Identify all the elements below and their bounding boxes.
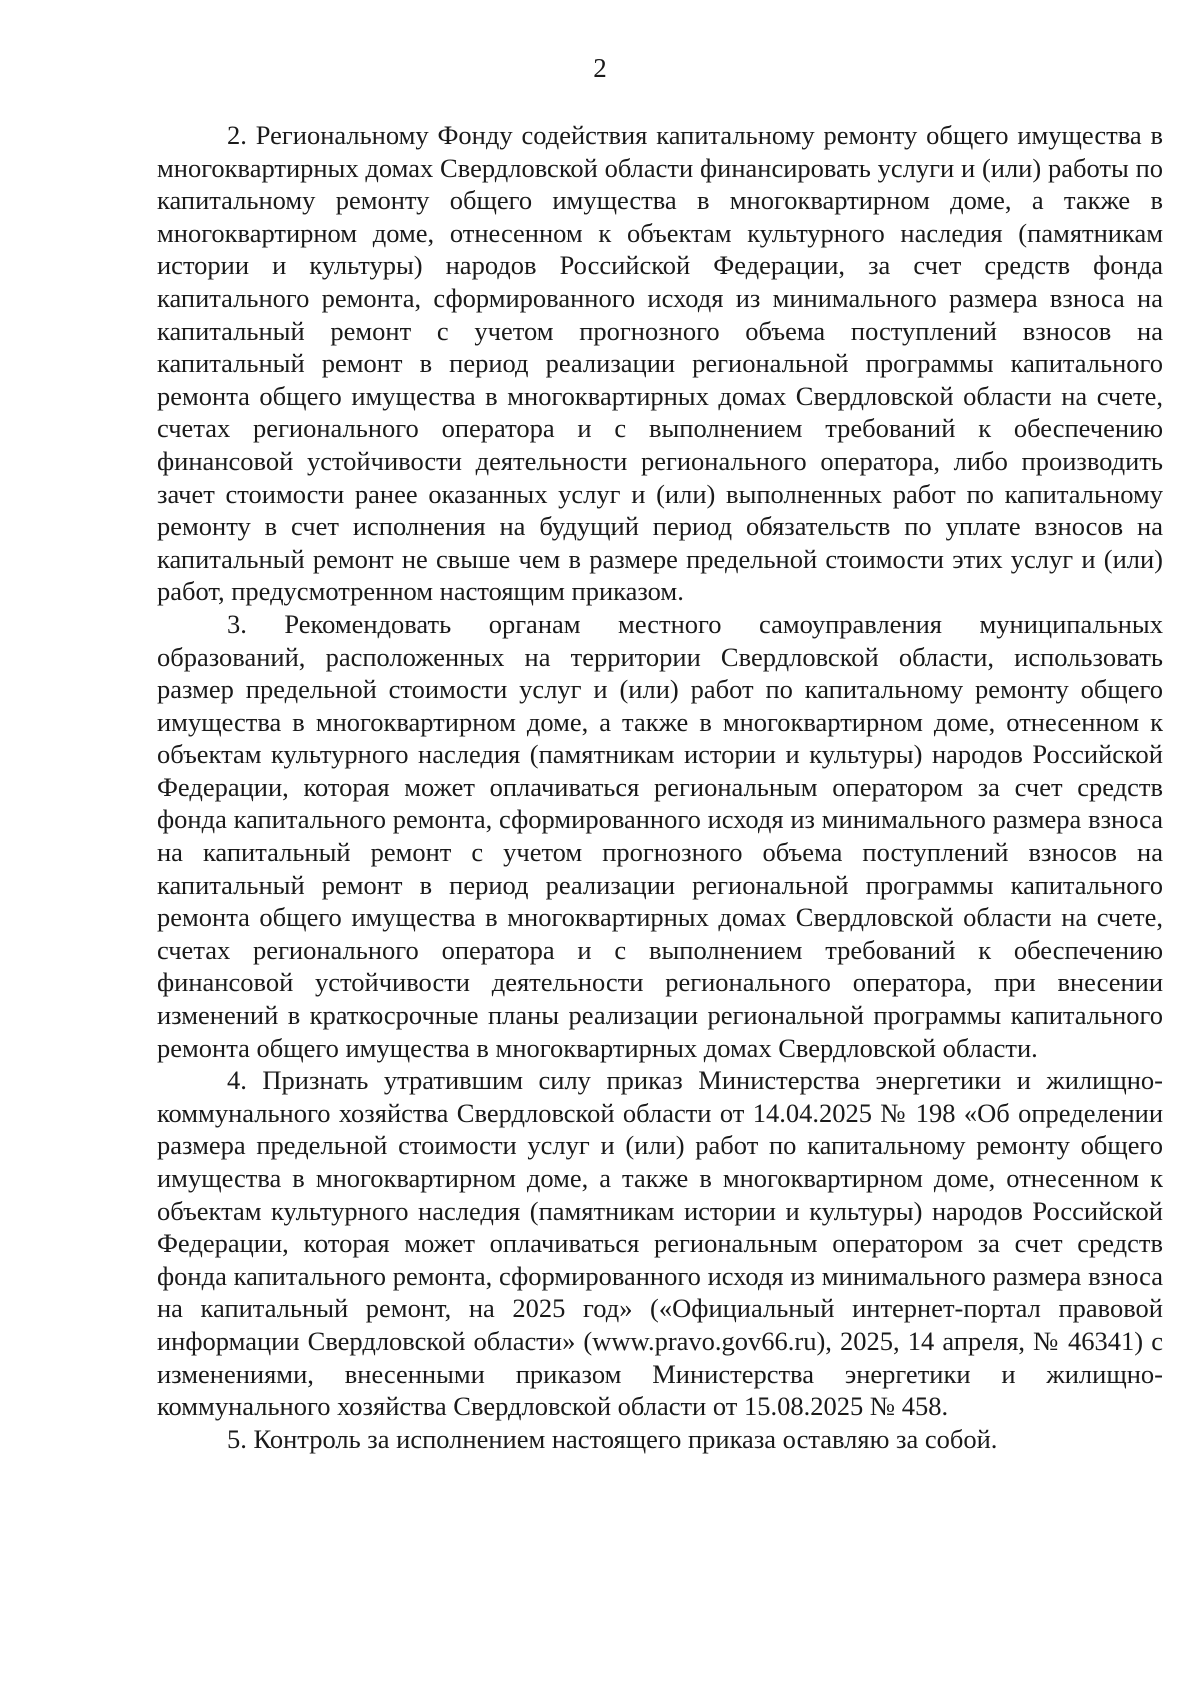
page-number: 2 bbox=[593, 53, 607, 83]
paragraph-item-4: 4. Признать утратившим силу приказ Министерства энергетики и жилищно-коммунального хозяйства Свердловской области от 14.04.2025 № 198 «Об определении размера предельной стоимости услуг и (или) работ по капитальному ремонту общего имущества в многоквартирном доме, а также в многоквартирном доме, отнесенном к объектам культурного наследия (памятникам истории и культуры) народов Российской Федерации, которая может оплачиваться региональным оператором за счет средств фонда капитального ремонта, сформированного исходя из минимального размера взноса на капитальный ремонт, на 2025 год» («Официальный интернет-портал правовой информации Свердловской области» (www.pravo.gov66.ru), 2025, 14 апреля, № 46341) с изменениями, внесенными приказом Министерства энергетики и жилищно-коммунального хозяйства Свердловской области от 15.08.2025 № 458. bbox=[157, 1065, 1163, 1422]
document-body bbox=[157, 119, 1163, 1455]
paragraph-item-3: 3. Рекомендовать органам местного самоуправления муниципальных образований, расположенных на территории Свердловской области, использовать размер предельной стоимости услуг и (или) работ по капитальному ремонту общего имущества в многоквартирном доме, а также в многоквартирном доме, отнесенном к объектам культурного наследия (памятникам истории и культуры) народов Российской Федерации, которая может оплачиваться региональным оператором за счет средств фонда капитального ремонта, сформированного исходя из минимального размера взноса на капитальный ремонт с учетом прогнозного объема поступлений взносов на капитальный ремонт в период реализации региональной программы капитального ремонта общего имущества в многоквартирных домах Свердловской области на счете, счетах регионального оператора и с выполнением требований к обеспечению финансовой устойчивости деятельности регионального оператора, при внесении изменений в краткосрочные планы реализации региональной программы капитального ремонта общего имущества в многоквартирных домах Свердловской области. bbox=[157, 608, 1163, 1063]
paragraph-item-5: 5. Контроль за исполнением настоящего приказа оставляю за собой. bbox=[227, 1423, 998, 1454]
paragraph-item-2: 2. Региональному Фонду содействия капитальному ремонту общего имущества в многоквартирных домах Свердловской области финансировать услуги и (или) работы по капитальному ремонту общего имущества в многоквартирном доме, а также в многоквартирном доме, отнесенном к объектам культурного наследия (памятникам истории и культуры) народов Российской Федерации, за счет средств фонда капитального ремонта, сформированного исходя из минимального размера взноса на капитальный ремонт с учетом прогнозного объема поступлений взносов на капитальный ремонт в период реализации региональной программы капитального ремонта общего имущества в многоквартирных домах Свердловской области на счете, счетах регионального оператора и с выполнением требований к обеспечению финансовой устойчивости деятельности регионального оператора, либо производить зачет стоимости ранее оказанных услуг и (или) выполненных работ по капитальному ремонту в счет исполнения на будущий период обязательств по уплате взносов на капитальный ремонт не свыше чем в размере предельной стоимости этих услуг и (или) работ, предусмотренном настоящим приказом. bbox=[157, 120, 1163, 607]
